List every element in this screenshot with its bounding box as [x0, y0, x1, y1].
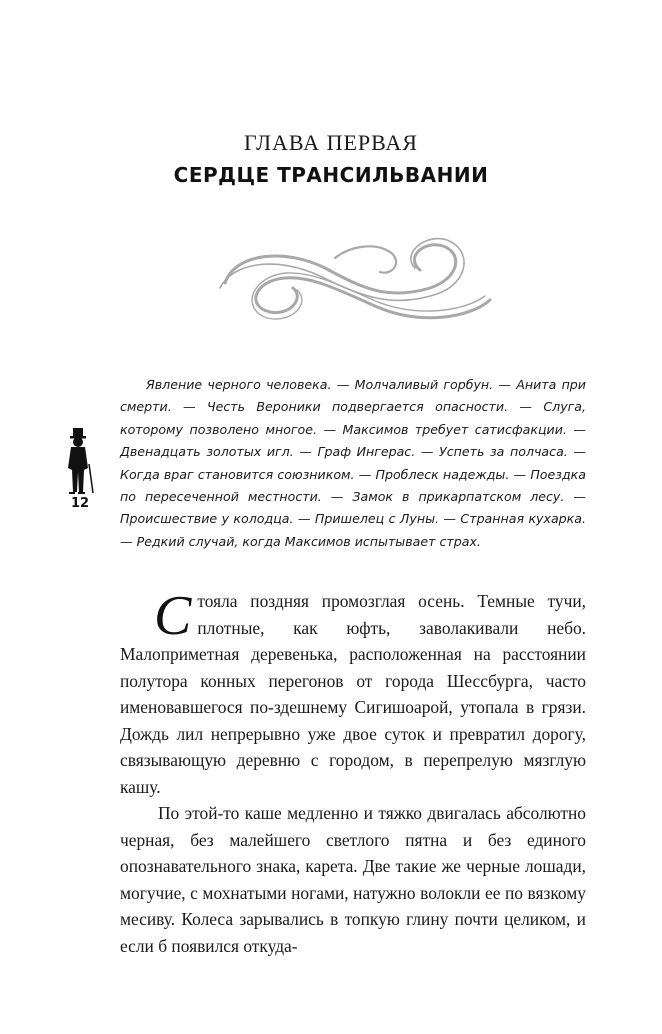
gentleman-silhouette-icon	[62, 428, 98, 494]
body-text	[120, 585, 586, 959]
paragraph-2: По этой-то каше медленно и тяжко двигалась абсолютно черная, без малейшего светлого пятна и без единого опознавательного знака, карета. Две такие же черные лошади, могучие, с мохнатыми ногами, натужно волокли ее по вязкому месиву. Колеса зарывались в топкую глину почти целиком, и если б появился откуда-	[120, 803, 586, 956]
synopsis-text: Явление черного человека. — Молчаливый горбун. — Анита при смерти. — Честь Вероники подвергается опасности. — Слуга, которому позволено многое. — Максимов требует сатисфакции. — Двенадцать золотых игл. — Граф Ингерас. — Успеть за полчаса. — Когда враг становится союзником. — Проблеск надежды. — Поездка по пересеченной местности. — Замок в прикарпатском лесу. — Происшествие у колодца. — Пришелец с Луны. — Странная кухарка. — Редкий случай, когда Максимов испытывает страх.	[120, 377, 586, 549]
chapter-label: ГЛАВА ПЕРВАЯ	[244, 130, 418, 155]
flourish-ornament	[215, 228, 495, 328]
chapter-title: СЕРДЦЕ ТРАНСИЛЬВАНИИ	[173, 163, 489, 187]
chapter-synopsis	[120, 374, 586, 553]
paragraph-1-text: тояла поздняя промозглая осень. Темные тучи, плотные, как юфть, заволакивали небо. Малоприметная деревенька, расположенная на расстоянии полутора конных перегонов от города Шессбурга, часто именовавшегося по-здешнему Сигишоарой, утопала в грязи. Дождь лил непрерывно уже двое суток и превратил дорогу, связывающую деревню с городом, в перепрелую мязглую кашу.	[120, 591, 586, 797]
page-number: 12	[70, 496, 90, 511]
paragraph-1	[120, 585, 586, 800]
drop-cap: С	[154, 585, 192, 647]
